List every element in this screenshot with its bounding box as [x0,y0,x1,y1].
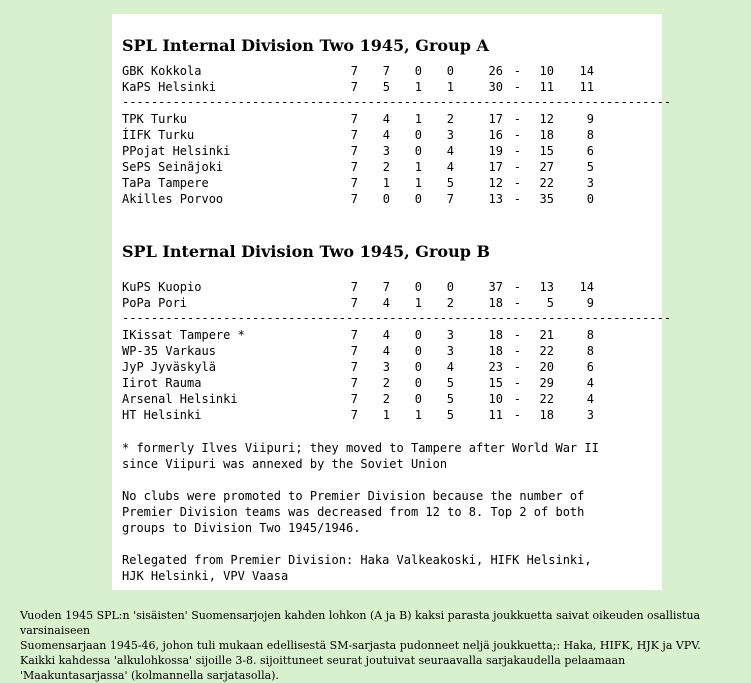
goals-for-cell: 11 [488,408,503,422]
goals-against-cell: 35 [539,192,554,206]
won-cell: 0 [382,192,390,206]
drawn-cell: 0 [414,128,422,142]
goal-dash: - [513,80,521,94]
goal-dash: - [513,280,521,294]
won-cell: 4 [382,344,390,358]
goals-for-cell: 12 [488,176,503,190]
goals-against-cell: 5 [546,296,554,310]
drawn-cell: 0 [414,376,422,390]
team-name: HT Helsinki [122,408,202,422]
goals-for-cell: 18 [488,344,503,358]
team-name: Akilles Porvoo [122,192,224,206]
drawn-cell: 0 [414,280,422,294]
goal-dash: - [513,408,521,422]
played-cell: 7 [350,328,358,342]
goal-dash: - [513,192,521,206]
goal-dash: - [513,64,521,78]
played-cell: 7 [350,176,358,190]
won-cell: 5 [382,80,390,94]
group-b-separator: ---------------------------------------------------------------------------- [122,311,672,325]
promotion-note: No clubs were promoted to Premier Division because the number of Premier Division teams was decreased from 12 to 8. Top 2 of both groups to Division Two 1945/1946. [122,489,585,535]
goals-against-cell: 11 [539,80,554,94]
team-name: IKissat Tampere * [122,328,245,342]
drawn-cell: 1 [414,296,422,310]
points-cell: 0 [586,192,594,206]
goals-against-cell: 27 [539,160,554,174]
table-row [122,111,652,127]
team-name: KaPS Helsinki [122,80,216,94]
table-row [122,359,652,375]
goals-against-cell: 15 [539,144,554,158]
table-row [122,191,652,207]
won-cell: 3 [382,144,390,158]
points-cell: 8 [586,344,594,358]
drawn-cell: 0 [414,360,422,374]
points-cell: 9 [586,296,594,310]
played-cell: 7 [350,376,358,390]
points-cell: 8 [586,328,594,342]
lost-cell: 2 [446,296,454,310]
played-cell: 7 [350,160,358,174]
points-cell: 3 [586,176,594,190]
goals-against-cell: 22 [539,176,554,190]
points-cell: 6 [586,360,594,374]
table-row [122,79,652,95]
drawn-cell: 1 [414,176,422,190]
goal-dash: - [513,328,521,342]
points-cell: 4 [586,392,594,406]
goal-dash: - [513,360,521,374]
points-cell: 11 [579,80,594,94]
won-cell: 4 [382,296,390,310]
team-name: Iirot Rauma [122,376,202,390]
caption [20,608,735,683]
won-cell: 7 [382,280,390,294]
team-name: KuPS Kuopio [122,280,202,294]
played-cell: 7 [350,360,358,374]
caption-line: Vuoden 1945 SPL:n 'sisäisten' Suomensarjojen kahden lohkon (A ja B) kaksi parasta joukkuetta saivat oikeuden osallistua varsinaiseen [20,609,701,637]
played-cell: 7 [350,192,358,206]
won-cell: 3 [382,360,390,374]
played-cell: 7 [350,80,358,94]
team-name: TPK Turku [122,112,188,126]
won-cell: 1 [382,176,390,190]
won-cell: 7 [382,64,390,78]
table-row [122,279,652,295]
points-cell: 8 [586,128,594,142]
goal-dash: - [513,112,521,126]
goals-for-cell: 10 [488,392,503,406]
goals-against-cell: 18 [539,408,554,422]
goals-against-cell: 22 [539,344,554,358]
lost-cell: 5 [446,176,454,190]
goals-for-cell: 17 [488,112,503,126]
drawn-cell: 0 [414,64,422,78]
lost-cell: 4 [446,144,454,158]
lost-cell: 1 [446,80,454,94]
goal-dash: - [513,128,521,142]
won-cell: 2 [382,376,390,390]
caption-line: Suomensarjaan 1945-46, johon tuli mukaan edellisestä SM-sarjasta pudonneet neljä joukkuetta;: Haka, HIFK, HJK ja VPV. [20,639,701,652]
caption-line: Kaikki kahdessa 'alkulohkossa' sijoille 3-8. sijoittuneet seurat joutuivat seuraavalla sarjakaudella pelaamaan [20,654,626,667]
lost-cell: 5 [446,408,454,422]
team-name: GBK Kokkola [122,64,202,78]
points-cell: 14 [579,280,594,294]
group-a-separator: ---------------------------------------------------------------------------- [122,95,672,109]
drawn-cell: 0 [414,344,422,358]
played-cell: 7 [350,112,358,126]
played-cell: 7 [350,296,358,310]
lost-cell: 3 [446,344,454,358]
goals-for-cell: 23 [488,360,503,374]
played-cell: 7 [350,280,358,294]
lost-cell: 4 [446,160,454,174]
lost-cell: 0 [446,280,454,294]
points-cell: 4 [586,376,594,390]
team-name: PPojat Helsinki [122,144,231,158]
goal-dash: - [513,376,521,390]
played-cell: 7 [350,344,358,358]
lost-cell: 7 [446,192,454,206]
goals-against-cell: 18 [539,128,554,142]
lost-cell: 3 [446,328,454,342]
lost-cell: 4 [446,360,454,374]
team-name: Arsenal Helsinki [122,392,238,406]
table-row [122,375,652,391]
drawn-cell: 0 [414,392,422,406]
team-name: WP-35 Varkaus [122,344,216,358]
table-row [122,327,652,343]
drawn-cell: 0 [414,144,422,158]
lost-cell: 3 [446,128,454,142]
goals-for-cell: 18 [488,296,503,310]
played-cell: 7 [350,392,358,406]
document-panel [112,14,672,590]
drawn-cell: 1 [414,160,422,174]
points-cell: 3 [586,408,594,422]
won-cell: 4 [382,128,390,142]
goals-for-cell: 19 [488,144,503,158]
won-cell: 4 [382,112,390,126]
lost-cell: 5 [446,392,454,406]
table-row [122,175,652,191]
table-row [122,63,652,79]
team-name: JyP Jyväskylä [122,360,216,374]
table-row [122,295,652,311]
table-row [122,159,652,175]
goals-for-cell: 15 [488,376,503,390]
goals-against-cell: 22 [539,392,554,406]
goal-dash: - [513,160,521,174]
goals-for-cell: 30 [488,80,503,94]
points-cell: 5 [586,160,594,174]
goals-for-cell: 17 [488,160,503,174]
goal-dash: - [513,296,521,310]
lost-cell: 0 [446,64,454,78]
goal-dash: - [513,344,521,358]
goal-dash: - [513,392,521,406]
goals-against-cell: 12 [539,112,554,126]
goals-against-cell: 21 [539,328,554,342]
played-cell: 7 [350,408,358,422]
table-row [122,407,652,423]
goal-dash: - [513,176,521,190]
goals-for-cell: 26 [488,64,503,78]
goals-for-cell: 16 [488,128,503,142]
points-cell: 9 [586,112,594,126]
team-name: TaPa Tampere [122,176,209,190]
goals-for-cell: 18 [488,328,503,342]
table-row [122,127,652,143]
points-cell: 14 [579,64,594,78]
drawn-cell: 0 [414,328,422,342]
goal-dash: - [513,144,521,158]
table-row [122,143,652,159]
drawn-cell: 0 [414,192,422,206]
played-cell: 7 [350,64,358,78]
won-cell: 1 [382,408,390,422]
caption-line: 'Maakuntasarjassa' (kolmannella sarjatasolla). [20,669,279,682]
goals-against-cell: 20 [539,360,554,374]
points-cell: 6 [586,144,594,158]
goals-against-cell: 29 [539,376,554,390]
footnote-text: * formerly Ilves Viipuri; they moved to Tampere after World War II since Viipuri was annexed by the Soviet Union [122,441,599,471]
group-a-title: SPL Internal Division Two 1945, Group A [122,36,489,55]
drawn-cell: 1 [414,408,422,422]
won-cell: 2 [382,392,390,406]
team-name: PoPa Pori [122,296,188,310]
drawn-cell: 1 [414,112,422,126]
won-cell: 4 [382,328,390,342]
goals-for-cell: 13 [488,192,503,206]
goals-against-cell: 10 [539,64,554,78]
table-row [122,391,652,407]
team-name: SePS Seinäjoki [122,160,224,174]
won-cell: 2 [382,160,390,174]
played-cell: 7 [350,128,358,142]
lost-cell: 5 [446,376,454,390]
goals-against-cell: 13 [539,280,554,294]
group-b-title: SPL Internal Division Two 1945, Group B [122,242,490,261]
lost-cell: 2 [446,112,454,126]
played-cell: 7 [350,144,358,158]
goals-for-cell: 37 [488,280,503,294]
team-name: ÍIFK Turku [122,128,195,142]
table-row [122,343,652,359]
relegation-note: Relegated from Premier Division: Haka Valkeakoski, HIFK Helsinki, HJK Helsinki, VPV Vaasa [122,553,592,583]
drawn-cell: 1 [414,80,422,94]
